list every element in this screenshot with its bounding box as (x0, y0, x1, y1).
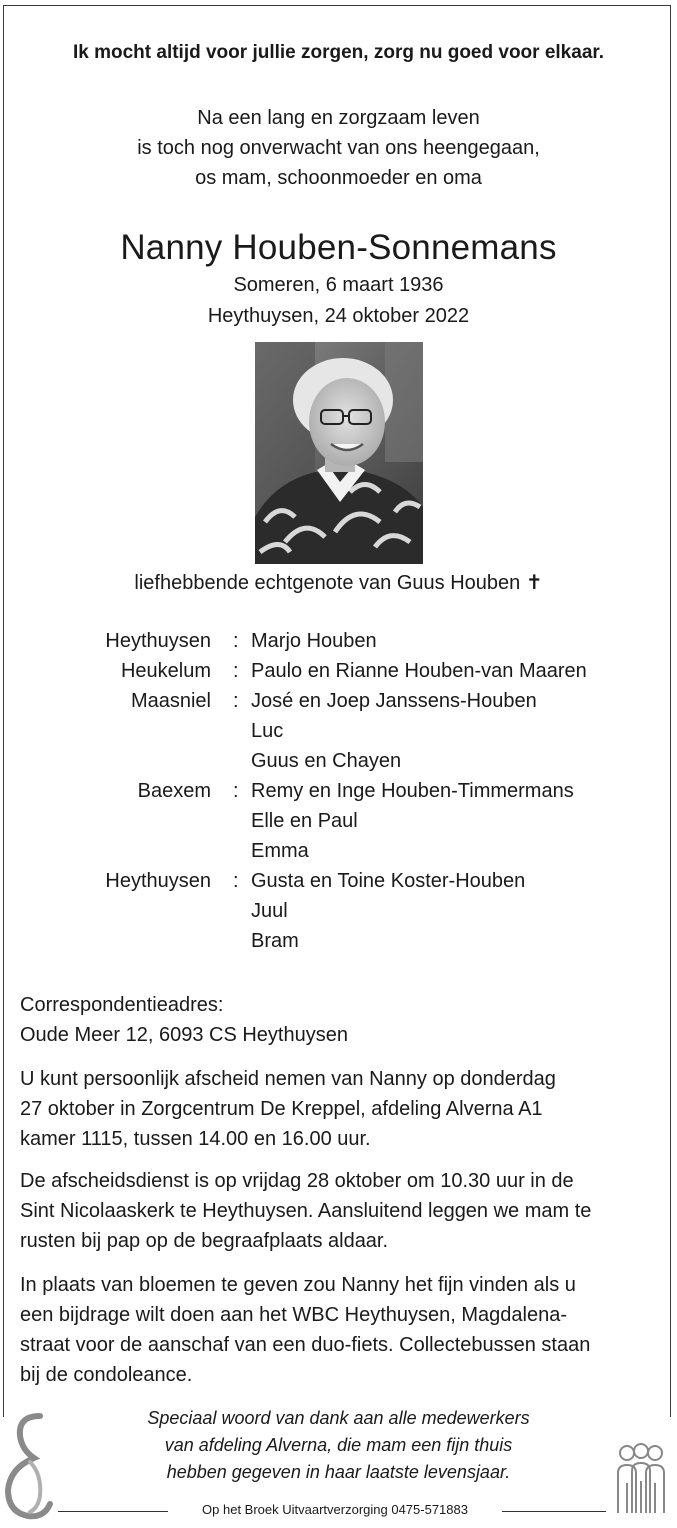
spouse-line: liefhebbende echtgenote van Guus Houben ✝ (134, 572, 543, 594)
family-colon: : (233, 780, 239, 802)
family-row (0, 900, 677, 930)
farewell-line: kamer 1115, tussen 14.00 en 16.00 uur. (20, 1128, 371, 1150)
thanks-note (0, 1405, 677, 1486)
family-names: Elle en Paul (251, 810, 358, 832)
family-row (0, 870, 677, 900)
donation-line: een bijdrage wilt doen aan het WBC Heythuysen, Magdalena- (20, 1304, 567, 1326)
footer-funeral-home: Op het Broek Uitvaartverzorging 0475-571883 (202, 1502, 468, 1517)
motto: Ik mocht altijd voor jullie zorgen, zorg nu goed voor elkaar. (72, 42, 605, 63)
footer-divider-left (58, 1511, 168, 1512)
service-line: Sint Nicolaaskerk te Heythuysen. Aansluitend leggen we mam te (20, 1200, 592, 1222)
ampersand-logo-icon (0, 1412, 60, 1522)
family-figures-icon (614, 1443, 668, 1513)
family-row (0, 690, 677, 720)
family-colon: : (233, 690, 239, 712)
family-row (0, 840, 677, 870)
family-colon: : (233, 630, 239, 652)
service-line: rusten bij pap op de begraafplaats aldaar. (20, 1230, 389, 1252)
thanks-line: hebben gegeven in haar laatste levensjaar. (166, 1462, 511, 1482)
correspondence-address (20, 990, 660, 1050)
correspondence-line: Oude Meer 12, 6093 CS Heythuysen (20, 1024, 348, 1046)
intro-line: os mam, schoonmoeder en oma (195, 167, 482, 189)
family-names: Paulo en Rianne Houben-van Maaren (251, 660, 587, 682)
family-row (0, 720, 677, 750)
family-row (0, 780, 677, 810)
family-names: Marjo Houben (251, 630, 377, 652)
intro-text (0, 103, 677, 193)
portrait-photo-image (255, 342, 423, 564)
footer-divider-right (502, 1511, 606, 1512)
thanks-line: van afdeling Alverna, die mam een fijn thuis (164, 1435, 513, 1455)
family-place: Heukelum (120, 660, 211, 682)
donation-line: In plaats van bloemen te geven zou Nanny het fijn vinden als u (20, 1274, 576, 1296)
family-colon: : (233, 660, 239, 682)
family-names: Remy en Inge Houben-Timmermans (251, 780, 574, 802)
donation-line: bij de condoleance. (20, 1364, 193, 1386)
family-row (0, 660, 677, 690)
intro-line: Na een lang en zorgzaam leven (197, 107, 480, 129)
family-colon: : (233, 870, 239, 892)
family-row (0, 630, 677, 660)
deceased-name: Nanny Houben-Sonnemans (120, 228, 557, 267)
family-place: Baexem (137, 780, 211, 802)
farewell-paragraph (20, 1064, 660, 1154)
family-place: Heythuysen (105, 630, 211, 652)
family-place: Heythuysen (105, 870, 211, 892)
family-names: Luc (251, 720, 284, 742)
intro-line: is toch nog onverwacht van ons heengegaan, (137, 137, 540, 159)
family-row (0, 930, 677, 960)
family-row (0, 810, 677, 840)
family-names: Bram (251, 930, 299, 952)
thanks-line: Speciaal woord van dank aan alle medewerkers (147, 1408, 530, 1428)
donation-line: straat voor de aanschaf van een duo-fiets. Collectebussen staan (20, 1334, 591, 1356)
donation-paragraph (20, 1270, 660, 1390)
correspondence-line: Correspondentieadres: (20, 994, 224, 1016)
service-paragraph (20, 1166, 660, 1256)
family-row (0, 750, 677, 780)
service-line: De afscheidsdienst is op vrijdag 28 oktober om 10.30 uur in de (20, 1170, 574, 1192)
family-names: José en Joep Janssens-Houben (251, 690, 537, 712)
family-names: Gusta en Toine Koster-Houben (251, 870, 526, 892)
family-names: Emma (251, 840, 309, 862)
portrait-photo (255, 342, 423, 564)
birth-info: Someren, 6 maart 1936 (233, 274, 444, 296)
death-info: Heythuysen, 24 oktober 2022 (207, 305, 470, 327)
family-names: Guus en Chayen (251, 750, 402, 772)
family-place: Maasniel (130, 690, 211, 712)
farewell-line: 27 oktober in Zorgcentrum De Kreppel, afdeling Alverna A1 (20, 1098, 543, 1120)
family-names: Juul (251, 900, 288, 922)
farewell-line: U kunt persoonlijk afscheid nemen van Nanny op donderdag (20, 1068, 556, 1090)
